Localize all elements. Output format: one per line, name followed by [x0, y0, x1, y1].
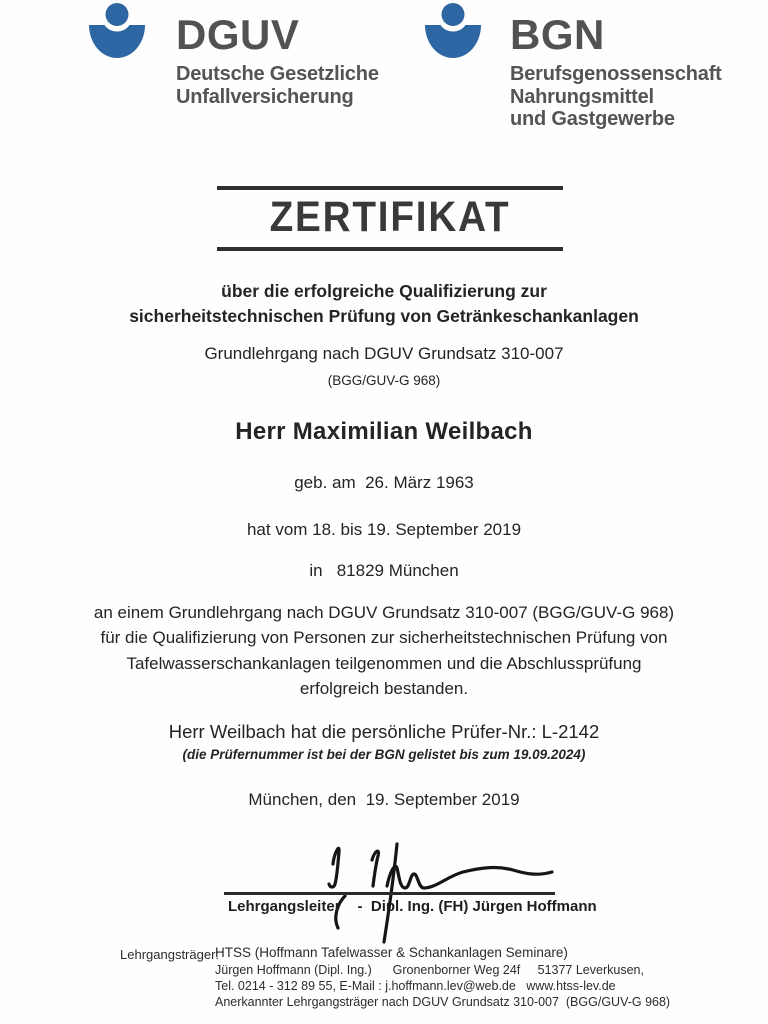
footer-line: HTSS (Hoffmann Tafelwasser & Schankanlagen Seminare) — [215, 945, 568, 960]
bgn-subtitle-line: Nahrungsmittel — [510, 85, 654, 108]
dguv-emblem-icon — [86, 3, 148, 61]
dguv-logo — [86, 3, 379, 108]
dguv-acronym: DGUV — [176, 11, 300, 58]
body-line: erfolgreich bestanden. — [299, 678, 469, 698]
footer-line: Jürgen Hoffmann (Dipl. Ing.) Gronenborner Weg 24f 51377 Leverkusen, — [215, 962, 644, 977]
body-line: für die Qualifizierung von Personen zur sicherheitstechnischen Prüfung von — [100, 628, 668, 648]
signature-line — [224, 892, 555, 895]
place-date-line: München, den 19. September 2019 — [248, 790, 520, 809]
bgn-emblem-icon — [422, 3, 484, 61]
footer-line: Tel. 0214 - 312 89 55, E-Mail : j.hoffmann.lev@web.de www.htss-lev.de — [215, 978, 616, 993]
dguv-subtitle — [176, 63, 379, 108]
course-reference: (BGG/GUV-G 968) — [327, 373, 441, 388]
bgn-logo-text — [510, 11, 722, 131]
footer-provider-block — [215, 945, 670, 1010]
intro-line-2: sicherheitstechnischen Prüfung von Getränkeschankanlagen — [129, 306, 639, 326]
examiner-number-note: (die Prüfernummer ist bei der BGN gelistet bis zum 19.09.2024) — [182, 747, 586, 762]
course-line: Grundlehrgang nach DGUV Grundsatz 310-007 — [204, 344, 564, 363]
intro-line-1: über die erfolgreiche Qualifizierung zur — [221, 281, 547, 301]
signer-name: - Dipl. Ing. (FH) Jürgen Hoffmann — [357, 898, 597, 915]
birth-date-line: geb. am 26. März 1963 — [294, 473, 474, 492]
recipient-name: Herr Maximilian Weilbach — [235, 418, 533, 445]
dguv-logo-text — [176, 11, 379, 108]
dguv-subtitle-line: Deutsche Gesetzliche — [176, 63, 379, 85]
course-period-line: hat vom 18. bis 19. September 2019 — [246, 520, 522, 539]
body-line: Tafelwasserschankanlagen teilgenommen und die Abschlussprüfung — [126, 653, 642, 673]
bgn-subtitle-line: Berufsgenossenschaft — [510, 63, 722, 85]
certificate-body — [0, 600, 768, 701]
footer-label: Lehrgangsträger: — [120, 947, 220, 962]
bgn-acronym: BGN — [510, 11, 605, 58]
certificate-title-block — [217, 186, 563, 251]
page-title: ZERTIFIKAT — [269, 193, 511, 241]
examiner-number-line: Herr Weilbach hat die persönliche Prüfer-Nr.: L-2142 — [168, 721, 600, 742]
signature-caption — [228, 898, 597, 915]
footer-line: Anerkannter Lehrgangsträger nach DGUV Grundsatz 310-007 (BGG/GUV-G 968) — [215, 994, 671, 1009]
title-rule-bottom — [217, 247, 563, 251]
course-location-line: in 81829 München — [309, 561, 459, 580]
bgn-logo — [422, 3, 722, 131]
dguv-subtitle-line: Unfallversicherung — [176, 85, 354, 108]
body-line: an einem Grundlehrgang nach DGUV Grundsatz 310-007 (BGG/GUV-G 968) — [93, 603, 675, 622]
signature-scrawl — [298, 830, 573, 945]
signature-role-label: Lehrgangsleiter — [228, 898, 341, 915]
bgn-subtitle-line: und Gastgewerbe — [510, 108, 675, 130]
bgn-subtitle — [510, 63, 722, 131]
